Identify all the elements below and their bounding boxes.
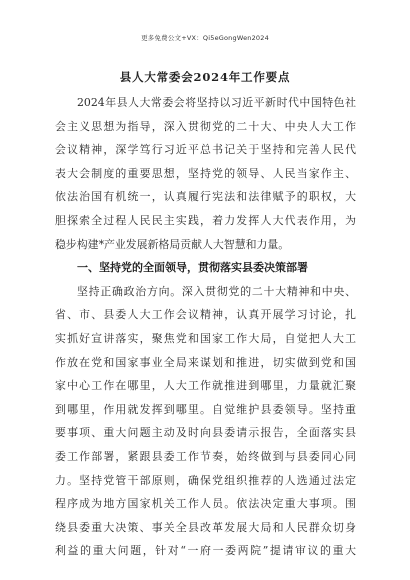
intro-paragraph	[55, 91, 356, 563]
text-line: 表大会制度的重要思想，坚持党的领导、人民当家作主、	[55, 166, 356, 180]
section-heading: 一、坚持党的全面领导，贯彻落实县委决策部署	[77, 261, 308, 275]
text-line: 省、市、县委人大工作会议精神，认真开展学习讨论，扎	[55, 308, 356, 322]
text-line: 实抓好宣讲落实，聚焦党和国家工作大局，自觉把人大工	[55, 331, 356, 345]
document-title: 县人大常委会2024年工作要点	[119, 70, 291, 84]
text-line: 会议精神，深学笃行习近平总书记关于坚持和完善人民代	[55, 143, 356, 157]
text-line: 到哪里，作用就发挥到哪里。自觉维护县委领导。坚持重	[55, 402, 356, 416]
text-line: 会主义思想为指导，深入贯彻党的二十大、中央人大工作	[55, 119, 356, 133]
text-line: 稳步构建*产业发展新格局贡献人大智慧和力量。	[55, 237, 290, 251]
text-line: 家中心工作在哪里，人大工作就推进到哪里，力量就汇聚	[55, 379, 356, 393]
text-line: 胆探索全过程人民民主实践，着力发挥人大代表作用，为	[55, 213, 356, 227]
text-line: 程序成为地方国家机关工作人员。依法决定重大事项。围	[55, 497, 356, 511]
text-line: 委工作部署，紧跟县委工作节奏，始终做到与县委同心同	[55, 449, 356, 463]
text-line: 2024年县人大常委会将坚持以习近平新时代中国特色社	[77, 96, 356, 109]
text-line: 绕县委重大决策、事关全县改革发展大局和人民群众切身	[55, 520, 356, 534]
header-note: 更多免费公文+VX：Qi5eGongWen2024	[141, 34, 269, 42]
text-line: 要事项、重大问题主动及时向县委请示报告，全面落实县	[55, 426, 356, 440]
text-line: 利益的重大问题，针对“一府一委两院”提请审议的重大	[55, 544, 356, 558]
text-line: 作放在党和国家事业全局来谋划和推进，切实做到党和国	[55, 355, 356, 369]
text-line: 依法治国有机统一，认真履行宪法和法律赋予的职权，大	[55, 190, 356, 204]
text-line: 坚持正确政治方向。深入贯彻党的二十大精神和中央、	[77, 284, 356, 298]
text-line: 力。坚持党管干部原则，确保党组织推荐的人选通过法定	[55, 473, 356, 487]
